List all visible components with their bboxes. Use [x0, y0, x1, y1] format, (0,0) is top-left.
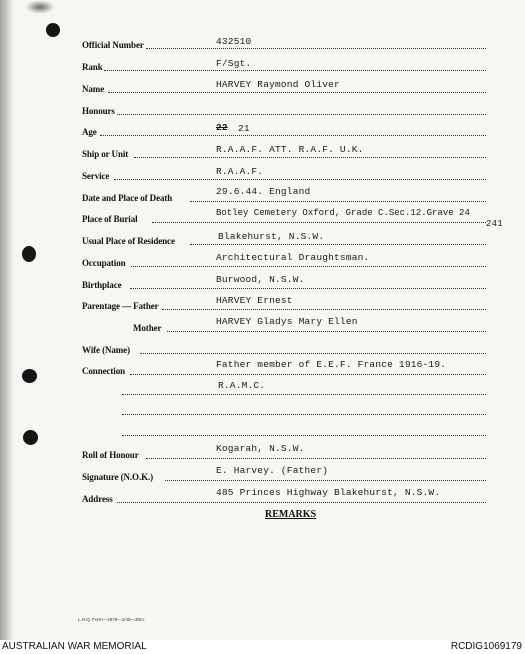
dotted-line	[130, 374, 486, 375]
name-value: HARVEY Raymond Oliver	[216, 79, 340, 90]
birthplace-value: Burwood, N.S.W.	[216, 274, 305, 285]
punch-hole	[22, 246, 36, 262]
dotted-line	[130, 288, 486, 289]
dotted-line	[100, 135, 486, 136]
age-value: 21	[238, 123, 250, 134]
form-code: L.H.Q. Form—1978—1/45—30m.	[78, 617, 146, 622]
dotted-line	[152, 222, 486, 223]
service-value: R.A.A.F.	[216, 166, 264, 177]
ship-or-unit-value: R.A.A.F. ATT. R.A.F. U.K.	[216, 144, 364, 155]
roll-of-honour-label: Roll of Honour	[82, 450, 139, 460]
dotted-line	[131, 266, 486, 267]
dotted-line	[146, 458, 486, 459]
connection-value-2: R.A.M.C.	[218, 380, 266, 391]
usual-residence-value: Blakehurst, N.S.W.	[218, 231, 325, 242]
dotted-line	[146, 48, 486, 49]
place-of-burial-value: Botley Cemetery Oxford, Grade C.Sec.12.Grave 24	[216, 208, 470, 218]
ship-or-unit-label: Ship or Unit	[82, 149, 129, 159]
punch-hole	[46, 23, 60, 37]
rank-label: Rank	[82, 62, 103, 72]
name-label: Name	[82, 84, 105, 94]
service-label: Service	[82, 171, 110, 181]
father-label: Parentage — Father	[82, 301, 159, 311]
official-number-label: Official Number	[82, 40, 144, 50]
archive-id: RCDIG1069179	[450, 641, 522, 652]
place-of-burial-label: Place of Burial	[82, 214, 138, 224]
dotted-line	[167, 331, 486, 332]
dotted-line	[104, 70, 486, 71]
rank-value: F/Sgt.	[216, 58, 252, 69]
punch-hole	[23, 430, 38, 445]
archive-footer	[0, 640, 525, 654]
dotted-line	[190, 244, 486, 245]
occupation-label: Occupation	[82, 258, 126, 268]
date-place-death-value: 29.6.44. England	[216, 186, 311, 197]
punch-hole	[22, 369, 37, 383]
mother-label: Mother	[133, 323, 162, 333]
occupation-value: Architectural Draughtsman.	[216, 252, 370, 263]
dotted-line	[122, 435, 486, 436]
remarks-heading: REMARKS	[265, 509, 317, 520]
dotted-line	[140, 353, 486, 354]
connection-value: Father member of E.E.F. France 1916-19.	[216, 359, 447, 370]
roll-of-honour-value: Kogarah, N.S.W.	[216, 443, 305, 454]
address-label: Address	[82, 494, 113, 504]
usual-residence-label: Usual Place of Residence	[82, 236, 175, 246]
dotted-line	[108, 92, 486, 93]
dotted-line	[122, 394, 486, 395]
official-number-value: 432510	[216, 36, 252, 47]
connection-label: Connection	[82, 366, 126, 376]
scan-smudge	[25, 0, 55, 14]
mother-value: HARVEY Gladys Mary Ellen	[216, 316, 358, 327]
dotted-line	[117, 502, 486, 503]
dotted-line	[114, 179, 486, 180]
scan-edge-shadow	[0, 0, 14, 640]
dotted-line	[117, 114, 486, 115]
honours-label: Honours	[82, 106, 115, 116]
wife-label: Wife (Name)	[82, 345, 130, 355]
signature-label: Signature (N.O.K.)	[82, 472, 154, 482]
dotted-line	[190, 201, 486, 202]
father-value: HARVEY Ernest	[216, 295, 293, 306]
dotted-line	[165, 480, 486, 481]
birthplace-label: Birthplace	[82, 280, 122, 290]
address-value: 485 Princes Highway Blakehurst, N.S.W.	[216, 487, 441, 498]
dotted-line	[122, 414, 486, 415]
dotted-line	[162, 309, 486, 310]
age-label: Age	[82, 127, 97, 137]
archive-name: AUSTRALIAN WAR MEMORIAL	[2, 641, 147, 652]
date-place-death-label: Date and Place of Death	[82, 193, 173, 203]
place-of-burial-note: 241	[486, 219, 503, 229]
dotted-line	[134, 157, 486, 158]
age-struck-value: 22	[216, 122, 228, 133]
signature-value: E. Harvey. (Father)	[216, 465, 329, 476]
